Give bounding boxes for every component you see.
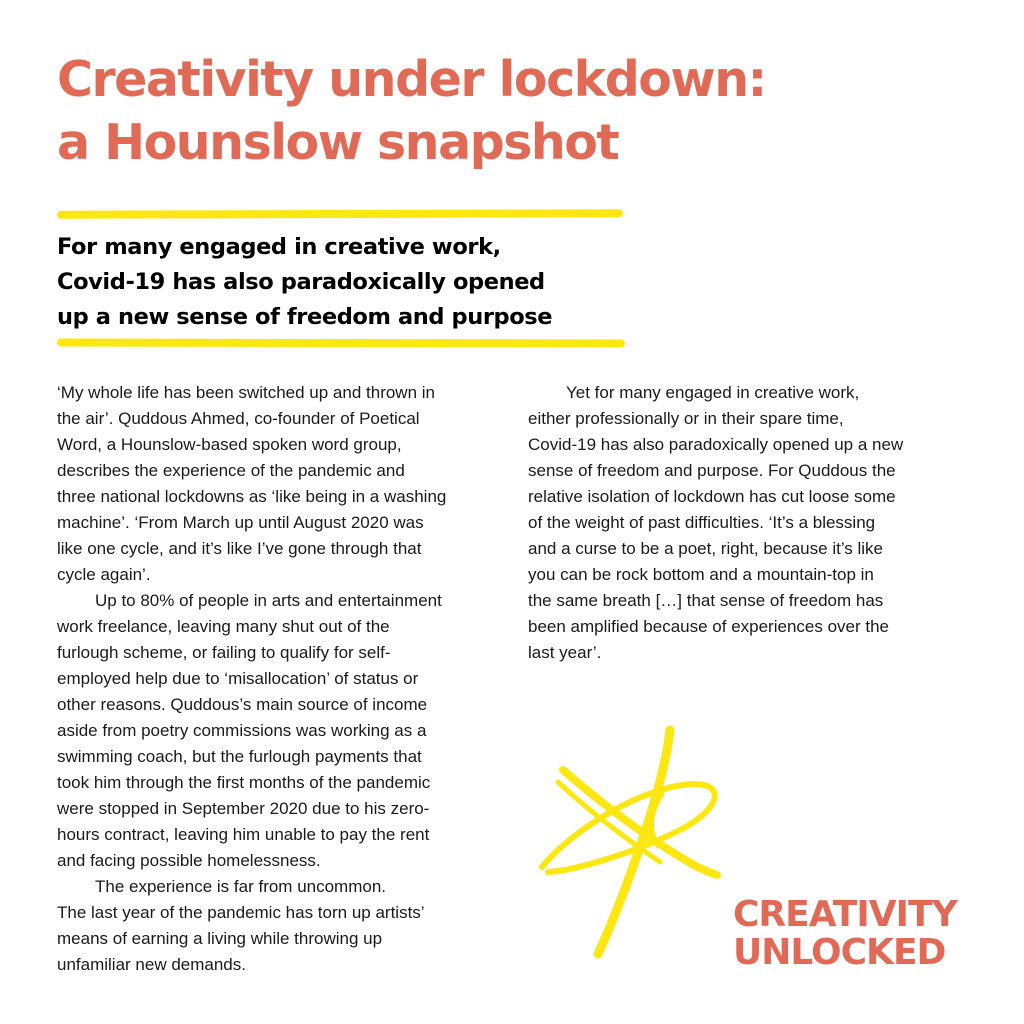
body-line: aside from poetry commissions was working as a xyxy=(57,721,427,740)
subtitle-line-1: For many engaged in creative work, xyxy=(57,234,501,260)
body-line: and facing possible homelessness. xyxy=(57,851,321,870)
body-line: you can be rock bottom and a mountain-top in xyxy=(528,565,874,584)
subtitle-line-3: up a new sense of freedom and purpose xyxy=(57,304,553,330)
scribble-mark-icon xyxy=(530,722,730,962)
body-line: last year’. xyxy=(528,643,602,662)
body-line: work freelance, leaving many shut out of the xyxy=(57,617,390,636)
body-line: took him through the first months of the pandemic xyxy=(57,773,431,792)
body-line: the air’. Quddous Ahmed, co-founder of Poetical xyxy=(57,409,420,428)
body-line: employed help due to ‘misallocation’ of status or xyxy=(57,669,419,688)
body-line: been amplified because of experiences over the xyxy=(528,617,890,636)
body-line: Yet for many engaged in creative work, xyxy=(566,383,860,402)
highlight-line-bottom xyxy=(57,339,625,348)
body-line: were stopped in September 2020 due to his zero- xyxy=(57,799,430,818)
body-line: the same breath […] that sense of freedom has xyxy=(528,591,884,610)
body-line: The experience is far from uncommon. xyxy=(95,877,387,896)
body-line: ‘My whole life has been switched up and thrown in xyxy=(57,383,435,402)
body-line: describes the experience of the pandemic and xyxy=(57,461,405,480)
body-line: unfamiliar new demands. xyxy=(57,955,246,974)
body-column-left xyxy=(57,380,502,978)
body-line: other reasons. Quddous’s main source of income xyxy=(57,695,428,714)
body-line: furlough scheme, or failing to qualify for self- xyxy=(57,643,391,662)
body-line: Up to 80% of people in arts and entertainment xyxy=(95,591,442,610)
subtitle xyxy=(57,230,552,335)
creativity-unlocked-logo xyxy=(733,896,957,972)
page-title xyxy=(57,48,766,174)
body-column-right xyxy=(528,380,968,666)
body-line: and a curse to be a poet, right, because it’s like xyxy=(528,539,884,558)
title-line-1: Creativity under lockdown: xyxy=(57,51,766,108)
logo-line-2: UNLOCKED xyxy=(733,932,946,973)
title-line-2: a Hounslow snapshot xyxy=(57,114,619,171)
logo-line-1: CREATIVITY xyxy=(733,894,957,935)
body-line: machine’. ‘From March up until August 2020 was xyxy=(57,513,424,532)
body-line: relative isolation of lockdown has cut loose some xyxy=(528,487,896,506)
body-line: three national lockdowns as ‘like being in a washing xyxy=(57,487,447,506)
highlight-line-top xyxy=(57,209,623,218)
body-line: cycle again’. xyxy=(57,565,151,584)
body-line: Covid-19 has also paradoxically opened up a new xyxy=(528,435,904,454)
body-line: sense of freedom and purpose. For Quddous the xyxy=(528,461,896,480)
body-line: of the weight of past difficulties. ‘It’s a blessing xyxy=(528,513,876,532)
body-line: hours contract, leaving him unable to pay the rent xyxy=(57,825,430,844)
body-line: The last year of the pandemic has torn up artists’ xyxy=(57,903,425,922)
body-line: swimming coach, but the furlough payments that xyxy=(57,747,422,766)
body-line: Word, a Hounslow-based spoken word group, xyxy=(57,435,402,454)
body-line: either professionally or in their spare time, xyxy=(528,409,844,428)
subtitle-line-2: Covid-19 has also paradoxically opened xyxy=(57,269,545,295)
body-line: means of earning a living while throwing up xyxy=(57,929,383,948)
body-line: like one cycle, and it’s like I’ve gone through that xyxy=(57,539,422,558)
